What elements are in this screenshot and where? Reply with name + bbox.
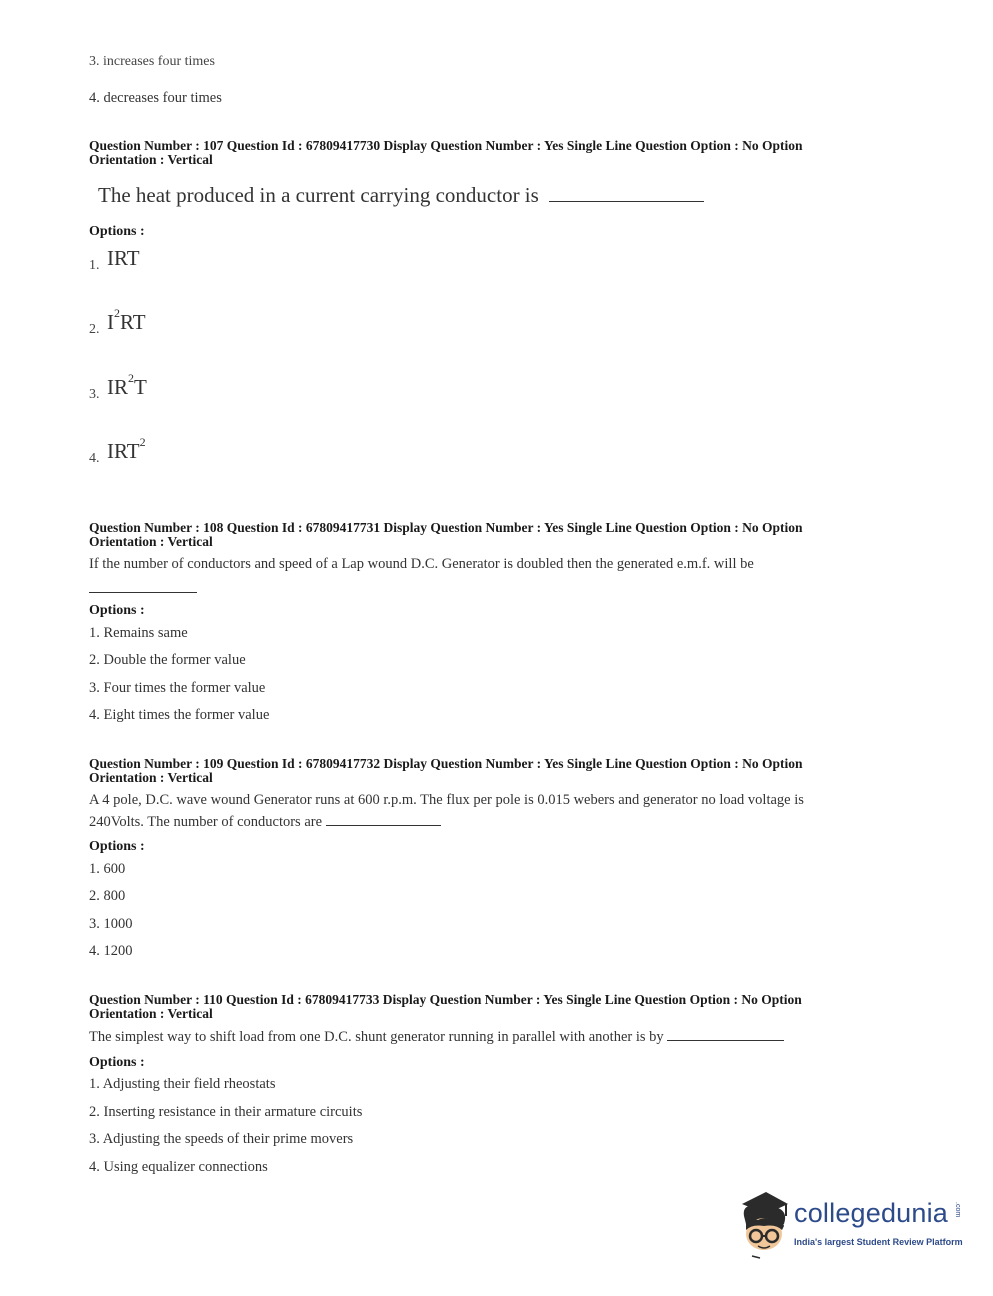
q110-option-4[interactable]: 4. Using equalizer connections xyxy=(89,1159,268,1175)
prev-option-4: 4. decreases four times xyxy=(89,90,222,106)
cut-off-option: 3. increases four times xyxy=(89,54,215,69)
logo-tagline: India's largest Student Review Platform xyxy=(794,1237,963,1247)
q108-header: Question Number : 108 Question Id : 67809417731 Display Question Number : Yes Single Line Question Option : No Option Orientation : Vertical xyxy=(89,520,803,549)
mascot-icon xyxy=(736,1190,794,1260)
q109-header: Question Number : 109 Question Id : 67809417732 Display Question Number : Yes Single Line Question Option : No Option Orientation : Vertical xyxy=(89,756,803,785)
q110-question-text: The simplest way to shift load from one D.C. shunt generator running in parallel with another is by xyxy=(89,1029,784,1046)
q108-question-text: If the number of conductors and speed of a Lap wound D.C. Generator is doubled then the generated e.m.f. will be xyxy=(89,556,754,572)
q110-options-label: Options : xyxy=(89,1055,145,1070)
q108-option-2[interactable]: 2. Double the former value xyxy=(89,652,246,668)
q109-question-text-line1: A 4 pole, D.C. wave wound Generator runs at 600 r.p.m. The flux per pole is 0.015 webers and generator no load voltage is xyxy=(89,792,804,808)
collegedunia-logo[interactable] xyxy=(736,1190,966,1260)
logo-dotcom: .com xyxy=(954,1202,961,1218)
q108-answer-blank xyxy=(89,592,197,593)
q109-option-1[interactable]: 1. 600 xyxy=(89,861,126,877)
logo-wordmark: collegedunia xyxy=(794,1198,949,1228)
q109-option-4[interactable]: 4. 1200 xyxy=(89,943,133,959)
q109-option-3[interactable]: 3. 1000 xyxy=(89,916,133,932)
q107-header: Question Number : 107 Question Id : 67809417730 Display Question Number : Yes Single Line Question Option : No Option Orientation : Vertical xyxy=(89,138,803,167)
q110-option-3[interactable]: 3. Adjusting the speeds of their prime movers xyxy=(89,1131,354,1147)
q108-option-3[interactable]: 3. Four times the former value xyxy=(89,680,266,696)
q108-option-4[interactable]: 4. Eight times the former value xyxy=(89,707,270,723)
q110-option-2[interactable]: 2. Inserting resistance in their armature circuits xyxy=(89,1104,363,1120)
q107-question-text: The heat produced in a current carrying conductor is xyxy=(98,183,704,208)
q109-option-2[interactable]: 2. 800 xyxy=(89,888,126,904)
q110-header: Question Number : 110 Question Id : 67809417733 Display Question Number : Yes Single Line Question Option : No Option Orientation : Vertical xyxy=(89,992,802,1021)
q109-options-label: Options : xyxy=(89,839,145,854)
q107-options-label: Options : xyxy=(89,224,145,239)
q108-options-label: Options : xyxy=(89,603,145,618)
q108-option-1[interactable]: 1. Remains same xyxy=(89,625,188,641)
q109-question-text-line2: 240Volts. The number of conductors are xyxy=(89,814,441,831)
q110-option-1[interactable]: 1. Adjusting their field rheostats xyxy=(89,1076,276,1092)
